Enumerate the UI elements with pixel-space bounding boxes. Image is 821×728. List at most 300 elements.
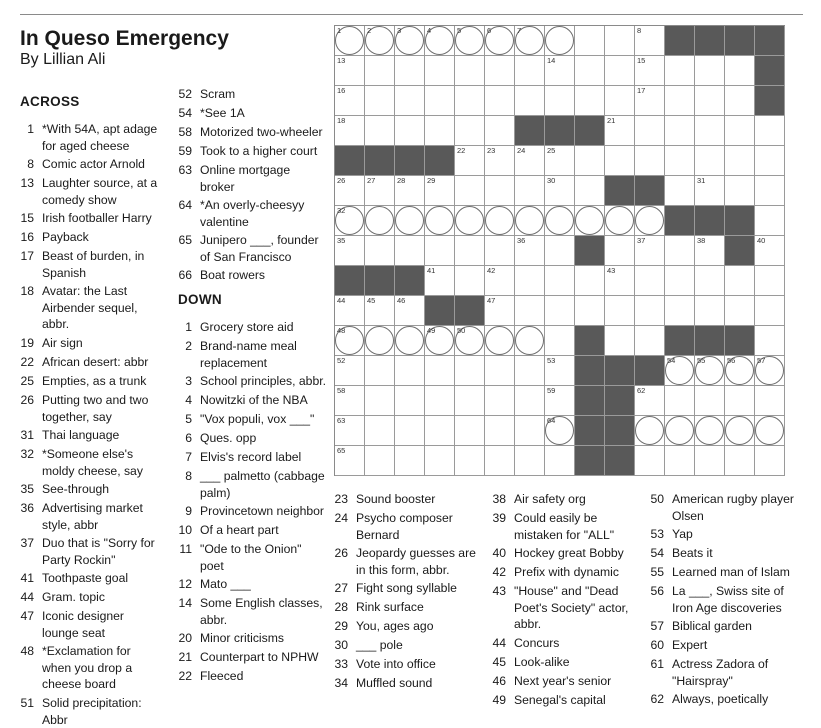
down-clue[interactable] — [178, 522, 326, 539]
clue-text: *Someone else's moldy cheese, say — [42, 447, 143, 478]
grid-cell[interactable] — [365, 86, 395, 116]
grid-cell[interactable] — [425, 116, 455, 146]
grid-cell[interactable] — [545, 176, 575, 206]
down-clue[interactable] — [650, 545, 800, 562]
grid-cell[interactable] — [635, 236, 665, 266]
grid-cell[interactable] — [395, 446, 425, 476]
grid-cell[interactable] — [515, 86, 545, 116]
grid-cell[interactable] — [395, 116, 425, 146]
clue-number: 38 — [492, 492, 506, 506]
grid-cell[interactable] — [365, 56, 395, 86]
grid-cell[interactable] — [665, 56, 695, 86]
grid-cell[interactable] — [425, 56, 455, 86]
grid-cell-circled[interactable] — [545, 416, 575, 446]
grid-cell[interactable] — [515, 296, 545, 326]
grid-cell[interactable] — [605, 326, 635, 356]
clue-text: Toothpaste goal — [42, 571, 129, 585]
down-clue[interactable] — [178, 449, 326, 466]
across-clue[interactable] — [178, 105, 326, 122]
grid-cell[interactable] — [755, 296, 785, 326]
cell-number: 26 — [337, 176, 346, 185]
grid-cell[interactable] — [545, 296, 575, 326]
across-clue[interactable] — [20, 335, 160, 352]
down-clue[interactable] — [492, 673, 642, 690]
clue-text: ___ pole — [356, 638, 403, 652]
cell-number: 8 — [637, 26, 642, 35]
grid-cell-circled[interactable] — [455, 206, 485, 236]
clue-number: 10 — [178, 523, 192, 537]
grid-cell[interactable] — [665, 266, 695, 296]
down-clue[interactable] — [334, 491, 484, 508]
grid-cell[interactable] — [755, 236, 785, 266]
grid-cell[interactable] — [665, 86, 695, 116]
grid-cell[interactable] — [605, 296, 635, 326]
grid-cell[interactable] — [695, 266, 725, 296]
grid-cell[interactable] — [695, 386, 725, 416]
grid-cell[interactable] — [755, 446, 785, 476]
across-clue[interactable] — [20, 570, 160, 587]
grid-cell[interactable] — [395, 176, 425, 206]
grid-cell[interactable] — [515, 146, 545, 176]
grid-cell[interactable] — [485, 356, 515, 386]
clue-text: Sound booster — [356, 492, 436, 506]
grid-cell[interactable] — [605, 26, 635, 56]
across-clue[interactable] — [178, 86, 326, 103]
clue-text: Always, poetically — [672, 692, 769, 706]
grid-cell[interactable] — [455, 266, 485, 296]
grid-cell[interactable] — [635, 446, 665, 476]
grid-cell[interactable] — [365, 116, 395, 146]
grid-cell[interactable] — [455, 446, 485, 476]
grid-cell[interactable] — [695, 446, 725, 476]
grid-cell-circled[interactable] — [395, 206, 425, 236]
grid-cell[interactable] — [395, 56, 425, 86]
grid-cell[interactable] — [695, 116, 725, 146]
clue-number: 1 — [185, 320, 192, 334]
grid-cell[interactable] — [725, 176, 755, 206]
across-clue[interactable] — [178, 232, 326, 265]
across-clue[interactable] — [20, 373, 160, 390]
down-clue[interactable] — [650, 583, 800, 616]
grid-cell-circled[interactable] — [425, 206, 455, 236]
down-clue[interactable] — [334, 675, 484, 692]
grid-cell[interactable] — [605, 146, 635, 176]
grid-cell[interactable] — [515, 176, 545, 206]
grid-cell-circled[interactable] — [695, 416, 725, 446]
grid-cell-black — [665, 26, 695, 56]
grid-cell[interactable] — [425, 386, 455, 416]
cell-number: 21 — [607, 116, 616, 125]
down-clue[interactable] — [334, 618, 484, 635]
across-clue[interactable] — [20, 175, 160, 208]
grid-cell[interactable] — [635, 326, 665, 356]
grid-cell-circled[interactable] — [635, 206, 665, 236]
grid-cell[interactable] — [575, 146, 605, 176]
grid-cell[interactable] — [335, 446, 365, 476]
grid-cell-circled[interactable] — [365, 326, 395, 356]
grid-cell[interactable] — [635, 56, 665, 86]
across-clue[interactable] — [178, 162, 326, 195]
grid-cell[interactable] — [365, 416, 395, 446]
grid-cell[interactable] — [335, 386, 365, 416]
grid-cell[interactable] — [605, 236, 635, 266]
down-clue[interactable] — [650, 491, 800, 524]
clue-text: Empties, as a trunk — [42, 374, 147, 388]
grid-cell[interactable] — [665, 176, 695, 206]
down-clue[interactable] — [178, 373, 326, 390]
cell-number: 65 — [337, 446, 346, 455]
across-clue[interactable] — [20, 589, 160, 606]
grid-cell[interactable] — [545, 56, 575, 86]
clue-text: You, ages ago — [356, 619, 434, 633]
across-clue[interactable] — [20, 608, 160, 641]
grid-cell[interactable] — [485, 416, 515, 446]
grid-cell-circled[interactable] — [485, 206, 515, 236]
grid-cell-circled[interactable] — [425, 326, 455, 356]
grid-cell-circled[interactable] — [485, 326, 515, 356]
grid-cell[interactable] — [725, 266, 755, 296]
across-clue[interactable] — [20, 156, 160, 173]
down-clue[interactable] — [334, 545, 484, 578]
grid-cell[interactable] — [635, 86, 665, 116]
grid-cell-circled[interactable] — [365, 206, 395, 236]
grid-cell[interactable] — [425, 416, 455, 446]
grid-cell-black — [695, 26, 725, 56]
grid-cell-circled[interactable] — [485, 26, 515, 56]
clue-number: 13 — [20, 176, 34, 190]
across-clue[interactable] — [20, 392, 160, 425]
grid-cell[interactable] — [335, 86, 365, 116]
grid-cell[interactable] — [515, 266, 545, 296]
cell-number: 42 — [487, 266, 496, 275]
down-heading: DOWN — [178, 292, 222, 307]
across-clue[interactable] — [20, 210, 160, 227]
grid-cell[interactable] — [575, 176, 605, 206]
grid-cell-circled[interactable] — [575, 206, 605, 236]
clue-text: Concurs — [514, 636, 560, 650]
grid-cell-circled[interactable] — [755, 416, 785, 446]
grid-cell[interactable] — [365, 356, 395, 386]
grid-cell[interactable] — [455, 386, 485, 416]
grid-cell-black — [515, 116, 545, 146]
grid-cell[interactable] — [635, 386, 665, 416]
grid-cell[interactable] — [575, 56, 605, 86]
grid-cell[interactable] — [695, 236, 725, 266]
grid-cell-circled[interactable] — [335, 26, 365, 56]
grid-cell[interactable] — [485, 56, 515, 86]
across-clue[interactable] — [20, 229, 160, 246]
grid-cell[interactable] — [455, 146, 485, 176]
grid-cell-circled[interactable] — [515, 206, 545, 236]
down-clue[interactable] — [650, 656, 800, 689]
grid-cell[interactable] — [635, 26, 665, 56]
grid-cell[interactable] — [545, 266, 575, 296]
cell-number: 49 — [427, 326, 436, 335]
grid-cell[interactable] — [725, 116, 755, 146]
grid-cell[interactable] — [455, 236, 485, 266]
grid-cell-circled[interactable] — [425, 26, 455, 56]
grid-cell-circled[interactable] — [725, 416, 755, 446]
down-clue[interactable] — [650, 618, 800, 635]
grid-cell[interactable] — [425, 356, 455, 386]
grid-cell-circled[interactable] — [455, 326, 485, 356]
grid-cell[interactable] — [545, 146, 575, 176]
grid-cell[interactable] — [545, 356, 575, 386]
across-clue[interactable] — [20, 643, 160, 693]
grid-cell-circled[interactable] — [545, 206, 575, 236]
grid-cell-circled[interactable] — [725, 356, 755, 386]
grid-cell[interactable] — [635, 266, 665, 296]
grid-cell[interactable] — [665, 386, 695, 416]
grid-cell[interactable] — [395, 416, 425, 446]
across-clue[interactable] — [178, 143, 326, 160]
grid-cell[interactable] — [365, 386, 395, 416]
grid-cell[interactable] — [485, 86, 515, 116]
grid-cell[interactable] — [425, 86, 455, 116]
grid-cell[interactable] — [665, 146, 695, 176]
grid-cell[interactable] — [515, 356, 545, 386]
grid-cell[interactable] — [485, 386, 515, 416]
cell-number: 22 — [457, 146, 466, 155]
down-clue[interactable] — [178, 338, 326, 371]
across-clue[interactable] — [178, 267, 326, 284]
grid-cell[interactable] — [755, 326, 785, 356]
down-clue[interactable] — [492, 583, 642, 633]
clue-number: 22 — [178, 669, 192, 683]
grid-cell[interactable] — [455, 416, 485, 446]
grid-cell-circled[interactable] — [635, 416, 665, 446]
grid-cell[interactable] — [695, 176, 725, 206]
grid-cell[interactable] — [755, 206, 785, 236]
across-clue[interactable] — [20, 248, 160, 281]
grid-cell[interactable] — [635, 296, 665, 326]
grid-cell[interactable] — [635, 146, 665, 176]
grid-cell-black — [365, 266, 395, 296]
grid-cell-black — [545, 116, 575, 146]
grid-cell[interactable] — [335, 296, 365, 326]
grid-cell[interactable] — [605, 56, 635, 86]
grid-cell[interactable] — [455, 86, 485, 116]
cell-number: 1 — [337, 26, 342, 35]
grid-cell[interactable] — [485, 266, 515, 296]
grid-cell[interactable] — [725, 446, 755, 476]
down-clue[interactable] — [650, 691, 800, 708]
clue-number: 17 — [20, 249, 34, 263]
clue-number: 14 — [178, 596, 192, 610]
clue-number: 30 — [334, 638, 348, 652]
grid-cell[interactable] — [575, 266, 605, 296]
grid-cell[interactable] — [725, 296, 755, 326]
grid-cell[interactable] — [335, 356, 365, 386]
grid-cell[interactable] — [365, 446, 395, 476]
across-clue[interactable] — [20, 121, 160, 154]
grid-cell-circled[interactable] — [335, 326, 365, 356]
down-clue[interactable] — [492, 545, 642, 562]
grid-cell[interactable] — [395, 296, 425, 326]
down-clue[interactable] — [178, 668, 326, 685]
across-clue[interactable] — [20, 427, 160, 444]
grid-cell[interactable] — [545, 236, 575, 266]
grid-cell[interactable] — [695, 296, 725, 326]
grid-cell[interactable] — [515, 386, 545, 416]
grid-cell[interactable] — [575, 86, 605, 116]
grid-cell[interactable] — [425, 446, 455, 476]
grid-cell[interactable] — [395, 386, 425, 416]
grid-cell[interactable] — [755, 176, 785, 206]
grid-cell[interactable] — [755, 146, 785, 176]
grid-cell[interactable] — [395, 236, 425, 266]
grid-cell[interactable] — [545, 86, 575, 116]
grid-cell[interactable] — [755, 116, 785, 146]
grid-cell[interactable] — [665, 296, 695, 326]
down-clue[interactable] — [178, 430, 326, 447]
grid-cell[interactable] — [425, 236, 455, 266]
grid-cell-circled[interactable] — [695, 356, 725, 386]
grid-cell[interactable] — [365, 236, 395, 266]
down-clue[interactable] — [492, 491, 642, 508]
down-clue[interactable] — [492, 564, 642, 581]
across-clue[interactable] — [20, 695, 160, 728]
grid-cell[interactable] — [635, 116, 665, 146]
down-clue[interactable] — [650, 637, 800, 654]
down-clue[interactable] — [178, 649, 326, 666]
grid-cell[interactable] — [545, 446, 575, 476]
down-clue[interactable] — [178, 411, 326, 428]
grid-cell[interactable] — [695, 146, 725, 176]
down-clue[interactable] — [334, 580, 484, 597]
grid-cell[interactable] — [605, 116, 635, 146]
grid-cell-circled[interactable] — [755, 356, 785, 386]
grid-cell[interactable] — [725, 56, 755, 86]
across-clue[interactable] — [20, 283, 160, 333]
grid-cell[interactable] — [395, 86, 425, 116]
grid-cell[interactable] — [485, 146, 515, 176]
grid-cell[interactable] — [335, 236, 365, 266]
grid-cell-circled[interactable] — [335, 206, 365, 236]
clue-number: 11 — [179, 542, 192, 556]
grid-cell[interactable] — [485, 116, 515, 146]
grid-cell[interactable] — [545, 386, 575, 416]
grid-cell[interactable] — [575, 296, 605, 326]
down-clue[interactable] — [334, 637, 484, 654]
grid-cell[interactable] — [425, 176, 455, 206]
grid-cell[interactable] — [665, 236, 695, 266]
down-clue[interactable] — [650, 564, 800, 581]
across-clue[interactable] — [178, 197, 326, 230]
down-clue[interactable] — [178, 595, 326, 628]
down-clue[interactable] — [178, 541, 326, 574]
clue-number: 18 — [20, 284, 34, 298]
grid-cell-circled[interactable] — [365, 26, 395, 56]
grid-cell-circled[interactable] — [515, 326, 545, 356]
across-clue[interactable] — [20, 481, 160, 498]
grid-cell[interactable] — [515, 56, 545, 86]
down-clue[interactable] — [178, 319, 326, 336]
grid-cell-circled[interactable] — [395, 326, 425, 356]
grid-cell[interactable] — [545, 326, 575, 356]
grid-cell[interactable] — [485, 236, 515, 266]
clue-text: Scram — [200, 87, 236, 101]
grid-cell[interactable] — [425, 266, 455, 296]
grid-cell[interactable] — [485, 446, 515, 476]
grid-cell-circled[interactable] — [515, 26, 545, 56]
down-clue[interactable] — [492, 510, 642, 543]
grid-cell-circled[interactable] — [395, 26, 425, 56]
grid-cell[interactable] — [725, 146, 755, 176]
grid-cell-circled[interactable] — [455, 26, 485, 56]
grid-cell-black — [605, 356, 635, 386]
down-clue[interactable] — [178, 630, 326, 647]
grid-cell[interactable] — [455, 116, 485, 146]
grid-cell[interactable] — [335, 116, 365, 146]
grid-cell[interactable] — [365, 176, 395, 206]
grid-cell[interactable] — [695, 56, 725, 86]
grid-cell[interactable] — [755, 386, 785, 416]
grid-cell[interactable] — [455, 356, 485, 386]
down-clue[interactable] — [178, 468, 326, 501]
grid-cell[interactable] — [395, 356, 425, 386]
grid-cell-black — [695, 206, 725, 236]
grid-cell[interactable] — [575, 26, 605, 56]
grid-cell[interactable] — [515, 416, 545, 446]
grid-cell[interactable] — [725, 86, 755, 116]
down-clue[interactable] — [178, 503, 326, 520]
grid-cell[interactable] — [485, 176, 515, 206]
grid-cell[interactable] — [605, 266, 635, 296]
across-clue[interactable] — [20, 446, 160, 479]
down-clue[interactable] — [492, 654, 642, 671]
grid-cell[interactable] — [515, 446, 545, 476]
grid-cell-circled[interactable] — [665, 416, 695, 446]
down-clue[interactable] — [178, 392, 326, 409]
grid-cell[interactable] — [455, 56, 485, 86]
clue-text: *See 1A — [200, 106, 245, 120]
grid-cell[interactable] — [755, 266, 785, 296]
grid-cell[interactable] — [665, 446, 695, 476]
across-clue[interactable] — [20, 535, 160, 568]
down-clue[interactable] — [178, 576, 326, 593]
grid-cell[interactable] — [365, 296, 395, 326]
down-clue[interactable] — [334, 599, 484, 616]
grid-cell[interactable] — [335, 176, 365, 206]
across-clue[interactable] — [20, 354, 160, 371]
grid-cell-circled[interactable] — [545, 26, 575, 56]
across-clue[interactable] — [178, 124, 326, 141]
grid-cell[interactable] — [485, 296, 515, 326]
grid-cell[interactable] — [515, 236, 545, 266]
grid-cell-circled[interactable] — [605, 206, 635, 236]
grid-cell[interactable] — [665, 116, 695, 146]
grid-cell[interactable] — [695, 86, 725, 116]
across-clue[interactable] — [20, 500, 160, 533]
clue-text: Solid precipitation: Abbr — [42, 696, 142, 727]
down-clue[interactable] — [334, 656, 484, 673]
down-clue[interactable] — [650, 526, 800, 543]
clue-text: Hockey great Bobby — [514, 546, 624, 560]
down-clue[interactable] — [492, 692, 642, 709]
grid-cell[interactable] — [605, 86, 635, 116]
grid-cell[interactable] — [335, 56, 365, 86]
cell-number: 7 — [517, 26, 522, 35]
grid-cell[interactable] — [335, 416, 365, 446]
grid-cell-circled[interactable] — [665, 356, 695, 386]
down-clue[interactable] — [334, 510, 484, 543]
clue-number: 16 — [20, 230, 34, 244]
clue-number: 66 — [178, 268, 192, 282]
grid-cell[interactable] — [455, 176, 485, 206]
down-clue[interactable] — [492, 635, 642, 652]
grid-cell[interactable] — [725, 386, 755, 416]
